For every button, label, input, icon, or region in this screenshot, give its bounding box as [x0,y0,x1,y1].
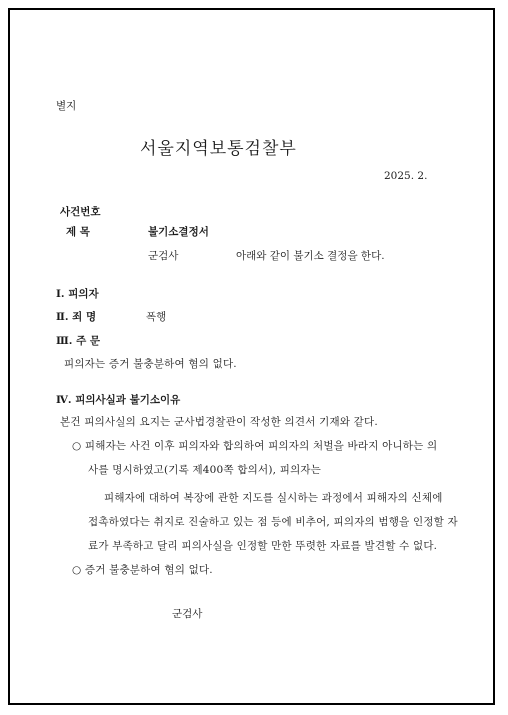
reason-bullet-2: ○ 증거 불충분하여 혐의 없다. [72,564,213,576]
prosecutor-name: 군검사 [148,250,179,262]
case-number-label: 사건번호 [60,206,101,218]
decision-statement: 아래와 같이 불기소 결정을 한다. [236,250,385,262]
order-text: 피의자는 증거 불충분하여 혐의 없다. [64,358,237,370]
section-charge-value: 폭행 [146,311,167,323]
section-reasons: Ⅳ. 피의사실과 불기소이유 [56,394,181,406]
subject-value: 불기소결정서 [148,226,209,238]
section-suspect: Ⅰ. 피의자 [56,288,99,300]
reason-bullet-1-line-2: 사를 명시하였고(기록 제400쪽 합의서), 피의자는 [88,464,322,476]
reasons-intro: 본건 피의사실의 요지는 군사법경찰관이 작성한 의견서 기재와 같다. [60,416,378,428]
document-date: 2025. 2. [384,170,428,182]
attachment-label: 별지 [56,100,77,112]
reason-bullet-1-line-1: ○ 피해자는 사건 이후 피의자와 합의하여 피의자의 처벌을 바라지 아니하는 의 [72,440,438,452]
reason-paragraph-line-2: 접촉하였다는 취지로 진술하고 있는 점 등에 비추어, 피의자의 범행을 인정할 자 [88,516,458,528]
office-title: 서울지역보통검찰부 [140,139,297,159]
signature-prosecutor: 군검사 [172,608,203,620]
reason-paragraph-line-1: 피해자에 대하여 복장에 관한 지도를 실시하는 과정에서 피해자의 신체에 [104,492,443,504]
reason-paragraph-line-3: 료가 부족하고 달리 피의사실을 인정할 만한 뚜렷한 자료를 발견할 수 없다. [88,540,438,552]
subject-label: 제 목 [66,226,90,238]
section-order: Ⅲ. 주 문 [56,335,101,347]
section-charge-label: Ⅱ. 죄 명 [56,311,97,323]
